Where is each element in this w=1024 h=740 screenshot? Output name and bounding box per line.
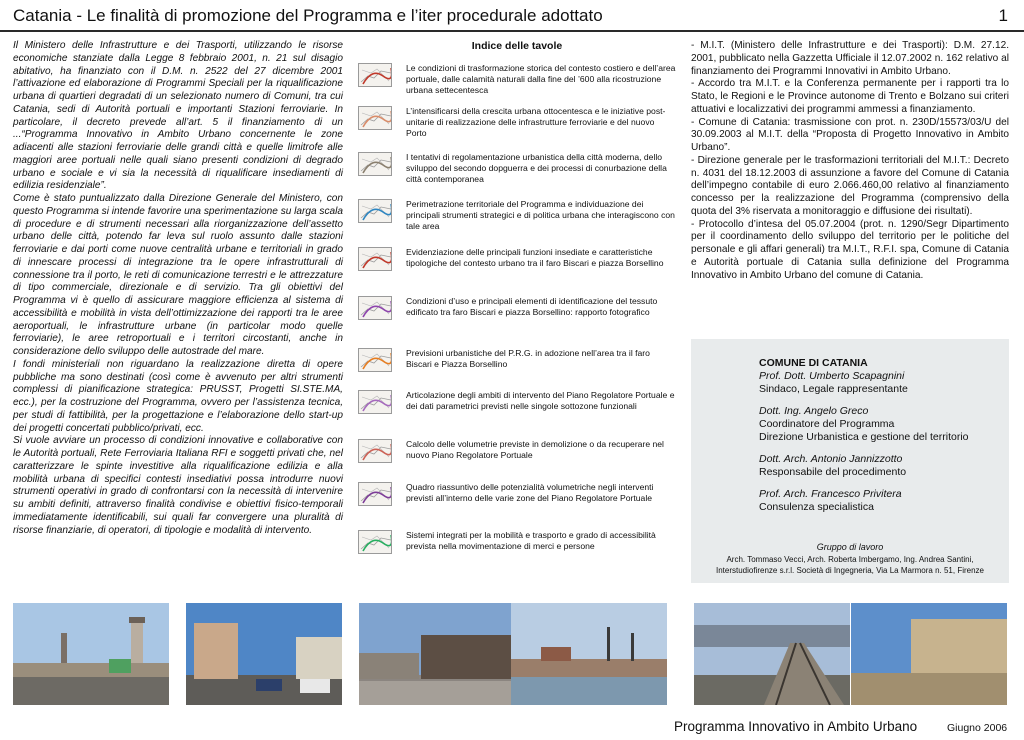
credit-name: Prof. Arch. Francesco Privitera <box>759 488 902 500</box>
photo-railway <box>694 603 850 705</box>
credits-box <box>691 339 1009 583</box>
map-thumbnail-icon <box>358 199 392 223</box>
map-thumbnail-icon <box>358 348 392 372</box>
map-thumbnail-icon <box>358 63 392 87</box>
photo-harbour <box>511 603 667 705</box>
page-number: 1 <box>998 6 1008 25</box>
credits-org: COMUNE DI CATANIA <box>759 357 868 369</box>
index-item-text: Quadro riassuntivo delle potenzialità volumetriche negli interventi previsti all’interno delle varie zone del Piano Regolatore Portuale <box>406 482 654 503</box>
work-group-line: Arch. Tommaso Vecci, Arch. Roberta Imbergamo, Ing. Andrea Santini, <box>726 555 974 564</box>
map-thumbnail-icon <box>358 152 392 176</box>
photo-lighthouse <box>13 603 169 705</box>
index-item-text: Calcolo delle volumetrie previste in demolizione o da recuperare nel nuovo Piano Regolatore Portuale <box>406 439 664 460</box>
iter-paragraph: - Direzione generale per le trasformazioni territoriali del M.I.T.: Decreto n. 4031 del 18.12.2003 di assunzione a favore del Comune di Catania dell’impegno contabile di euro 2.066.460,00 relativo al finanziamento concesso per la realizzazione del Programma (comprensivo della quota del 3% riservata a monitoraggio e diffusione dei risultati). <box>691 154 1009 217</box>
credit-role: Sindaco, Legale rappresentante <box>759 383 908 395</box>
credit-role: Responsabile del procedimento <box>759 466 907 478</box>
index-item-text: Evidenziazione delle principali funzioni insediate e caratteristiche tipologiche del contesto urbano tra il faro Biscari e piazza Borsellino <box>406 247 664 268</box>
credit-role: Coordinatore del Programma <box>759 418 895 430</box>
map-thumbnail-icon <box>358 439 392 463</box>
index-item-text: Previsioni urbanistiche del P.R.G. in adozione nell’area tra il faro Biscari e Piazza Borsellino <box>406 348 650 369</box>
footer-program: Programma Innovativo in Ambito Urbano <box>674 719 918 734</box>
photo-building <box>851 603 1007 705</box>
intro-column <box>13 40 343 537</box>
map-thumbnail-icon <box>358 296 392 320</box>
map-thumbnail-icon <box>358 530 392 554</box>
credit-role: Consulenza specialistica <box>759 501 874 513</box>
credit-role: Direzione Urbanistica e gestione del territorio <box>759 431 969 443</box>
credit-name: Dott. Ing. Angelo Greco <box>759 405 869 417</box>
page-header <box>0 0 1024 32</box>
intro-paragraph: Si vuole avviare un processo di condizioni innovative e collaborative con le Autorità portuali, Rete Ferroviaria Italiana RFI e soggetti privati che, nel caratterizzare le spinte investitive alla riqualificazione edilizia e alla mobilità urbana di specifici contesti insediativi possa introdurre nuovi strumenti operativi in grado di confrontarsi con la necessità di intervenire su ambiti definiti, attraverso finalità condivise e obiettivi fisico-temporali immediatamente identificabili, sui quali far convergere una pluralità di risorse finanziarie, di operatori, di tipologie e modalità di intervento. <box>13 435 343 536</box>
index-item-text: Perimetrazione territoriale del Programma e individuazione dei principali strumenti strategici e di politica urbana che interagiscono con tale area <box>406 199 675 231</box>
intro-paragraph: I fondi ministeriali non riguardano la realizzazione diretta di opere pubbliche ma sono destinati (così come è avvenuto per altri strumenti complessi di pianificazione strategica: PRUSST, Progetti SI.STE.MA, ecc.), per la costruzione del Programma, ovvero per l’assistenza tecnica, per studi di fattibilità, per la progettazione e l’elaborazione dello start-up dei progetti concertati pubblico/privati, ecc. <box>13 358 343 434</box>
credit-name: Dott. Arch. Antonio Jannizzotto <box>759 453 903 465</box>
map-thumbnail-icon <box>358 482 392 506</box>
iter-paragraph: - M.I.T. (Ministero delle Infrastrutture e dei Trasporti): D.M. 27.12. 2001, pubblicato nella Gazzetta Ufficiale il 12.07.2002 n. 162 relativo al finanziamento dei Programmi Innovativi in Ambito Urbano. <box>691 40 1009 77</box>
index-title: Indice delle tavole <box>471 40 563 52</box>
work-group-line: Interstudiofirenze s.r.l. Società di Ingegneria, Via La Marmora n. 51, Firenze <box>716 565 984 575</box>
index-item-text: Sistemi integrati per la mobilità e trasporto e grado di accessibilità prevista nella movimentazione di merci e persone <box>406 530 656 551</box>
photo-street <box>186 603 342 705</box>
work-group-title: Gruppo di lavoro <box>816 542 884 552</box>
footer-date: Giugno 2006 <box>947 722 1008 734</box>
photo-old-warehouse <box>359 603 515 705</box>
index-item-text: Condizioni d’uso e principali elementi di identificazione del tessuto edificato tra faro Biscari e piazza Borsellino: rapporto fotografico <box>406 296 658 317</box>
intro-paragraph: Il Ministero delle Infrastrutture e dei Trasporti, utilizzando le risorse economiche stanziate dalla Legge 8 febbraio 2001, n. 21 sul disagio abitativo, ha finanziato con il D.M. n. 2522 del 27 dicembre 2001 l’attivazione ed elaborazione di Programmi Speciali per la riqualificazione urbana di quartieri degradati di un selezionato numero di Comuni, tra cui Catania, sedi di Autorità portuali e importanti Stazioni ferroviarie. In particolare, il decreto prevede all’art. 5 il finanziamento di un ...“Programma Innovativo in Ambito Urbano concernente le zone adiacenti alle stazioni ferroviarie delle grandi città e quelle limitrofe alle maggiori aree portuali nelle quali siano presenti condizioni di degrado urbano e sociale e vi sia la necessità di riqualificare insediamenti di edilizia residenziale”. <box>13 40 343 192</box>
iter-column <box>691 40 1009 282</box>
index-item-text: L’intensificarsi della crescita urbana ottocentesca e le iniziative post-unitarie di realizzazione delle infrastrutture ferroviarie e del nuovo Porto <box>406 106 666 138</box>
map-thumbnail-icon <box>358 390 392 414</box>
iter-paragraph: - Accordo tra M.I.T. e la Conferenza permanente per i rapporti tra lo Stato, le Regioni e le Province autonome di Trento e Bolzano sui criteri attuativi e localizzativi dei programmi ammessi a finanziamento. <box>691 78 1009 115</box>
map-thumbnail-icon <box>358 106 392 130</box>
intro-paragraph: Come è stato puntualizzato dalla Direzione Generale del Ministero, con questo Programma si intende favorire una sperimentazione su larga scala di procedure e di strumenti necessari alla riorganizzazione dell’assetto urbano delle città, potendo far leva sul ruolo assunto dalle stazioni ferroviarie e dai porti come nuove centralità urbane e territoriali in grado di innescare processi di integrazione tra le opere infrastrutturali di connessione tra il porto, le reti di comunicazione terrestri e le attrezzature di tipo commerciale, direzionale e di servizio. Tra gli obiettivi del Programma vi è quello di assicurare maggiore efficienza al sistema di accessibilità e mobilità in vista dell’ottimizzazione dei rapporti tra le aree aeroportuali, le infrastrutture urbane (in particolar modo quelle ferroviarie), le aree retroportuali e i territori circostanti, anche in considerazione dello sviluppo delle autostrade del mare. <box>13 193 343 357</box>
iter-paragraph: - Comune di Catania: trasmissione con prot. n. 230D/15573/03/U del 30.09.2003 al M.I.T. della “Proposta di Progetto Innovativo in Ambito Urbano”. <box>691 116 1009 153</box>
map-thumbnail-icon <box>358 247 392 271</box>
credit-name: Prof. Dott. Umberto Scapagnini <box>759 370 905 382</box>
page-title: Catania - Le finalità di promozione del Programma e l’iter procedurale adottato <box>13 6 603 25</box>
iter-paragraph: - Protocollo d’intesa del 05.07.2004 (prot. n. 1290/Segr Dipartimento per il coordinamento dello sviluppo del territorio per le politiche del personale e gli affari generali) tra M.I.T., R.F.I. spa, Comune di Catania e Autorità portuale di Catania sulla definizione del Programma Innovativo in Ambito Urbano del comune di Catania. <box>691 218 1009 281</box>
index-item-text: Le condizioni di trasformazione storica del contesto costiero e dell’area portuale, dalle calamità naturali dalla fine del ’600 alla ricostruzione urbana settecentesca <box>406 63 676 95</box>
index-item-text: Articolazione degli ambiti di intervento del Piano Regolatore Portuale e dei dati parametrici previsti nelle singole sottozone funzionali <box>406 390 675 411</box>
index-item-text: I tentativi di regolamentazione urbanistica della città moderna, dello sviluppo del secondo dopguerra e dei processi di conurbazione della città contemporanea <box>406 152 667 184</box>
work-group-text <box>697 555 1003 576</box>
